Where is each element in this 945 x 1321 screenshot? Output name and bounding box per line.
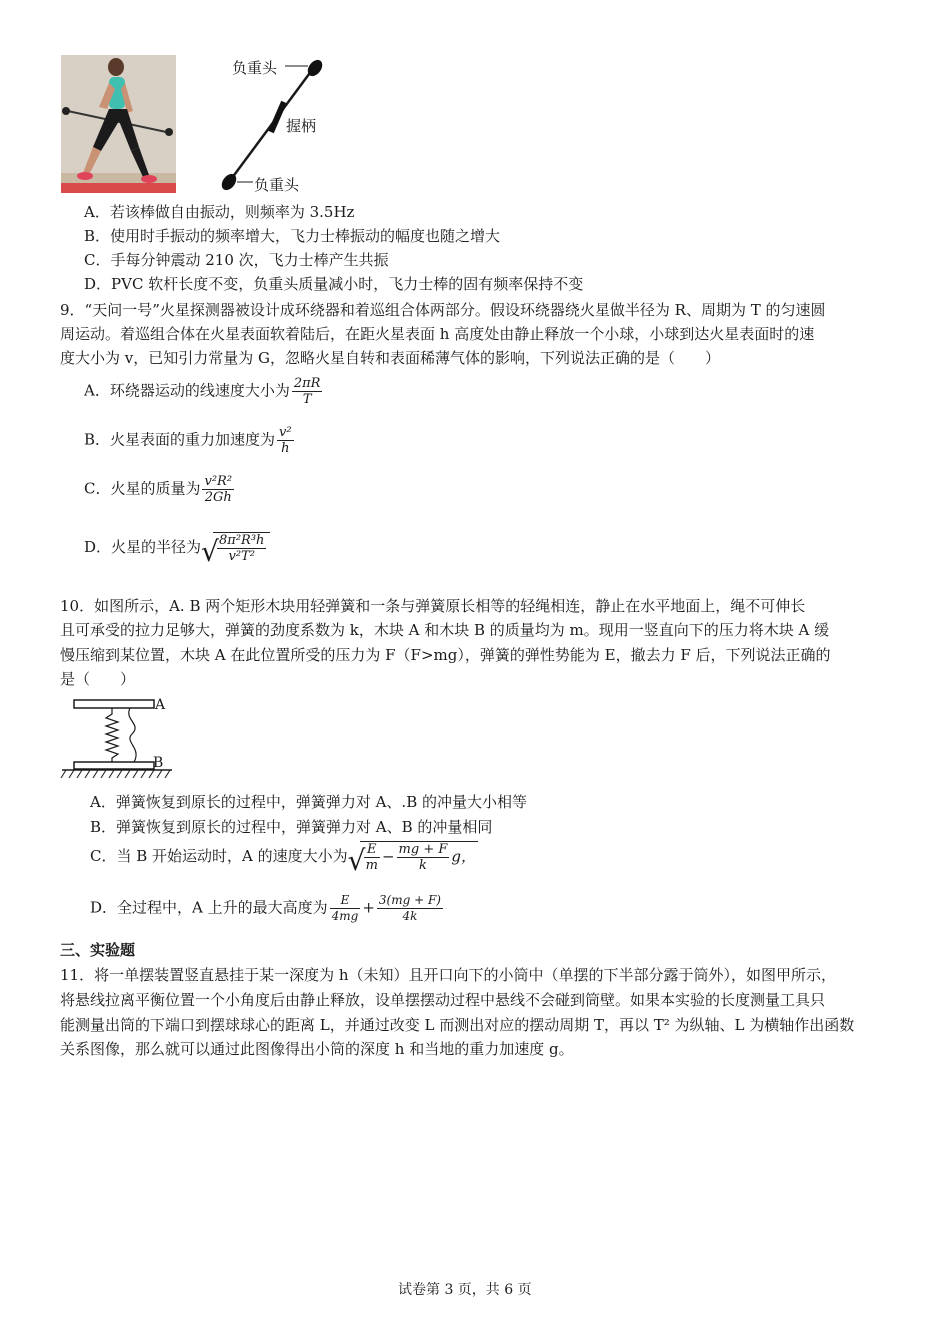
q11-line-3: 能测量出筒的下端口到摆球球心的距离 L，并通过改变 L 而测出对应的摆动周期 T，再以 T² 为纵轴、L 为横轴作出函数 xyxy=(60,1016,855,1034)
spring xyxy=(106,708,118,762)
q11-line-2: 将悬线拉离平衡位置一个小角度后由静止释放，设单摆摆动过程中悬线不会碰到筒壁。如果本实验的长度测量工具只 xyxy=(60,991,826,1009)
q10-option-c-tail: g， xyxy=(451,847,476,866)
q10-stem-line-4: 是（ ） xyxy=(60,670,136,688)
q9-option-a-numerator: 2πR xyxy=(293,376,321,391)
q9-option-b-denominator: h xyxy=(281,441,290,456)
q9-option-d-numerator: 8π²R³h xyxy=(219,533,265,548)
q10-option-d-fraction-1 xyxy=(330,893,361,924)
q10-option-b: B．弹簧恢复到原长的过程中，弹簧弹力对 A、B 的冲量相同 xyxy=(90,818,493,836)
label-weight-head-bottom: 负重头 xyxy=(254,176,300,194)
label-weight-head-top: 负重头 xyxy=(232,59,278,77)
minus-sign: − xyxy=(381,847,395,866)
section-3-title: 三、实验题 xyxy=(60,941,136,959)
q9-option-c-fraction xyxy=(202,474,234,505)
q9-option-b-text: B．火星表面的重力加速度为 xyxy=(84,430,276,449)
q9-option-d xyxy=(84,532,270,568)
ground-hatching xyxy=(61,770,170,778)
q10-stem-line-1: 10．如图所示，A. B 两个矩形木块用轻弹簧和一条与弹簧原长相等的轻绳相连，静止在水平地面上，绳不可伸长 xyxy=(60,597,806,615)
q8-option-d: D．PVC 软杆长度不变，负重头质量减小时，飞力士棒的固有频率保持不变 xyxy=(84,275,584,293)
q9-stem-line-2: 周运动。着巡组合体在火星表面软着陆后，在距火星表面 h 高度处由静止释放一个小球，小球到达火星表面时的速 xyxy=(60,325,815,343)
figure-label-a: A xyxy=(155,697,166,713)
q9-option-d-text: D．火星的半径为 xyxy=(84,538,202,556)
q9-option-a xyxy=(84,376,324,407)
q9-option-a-fraction xyxy=(292,376,323,407)
grip-handle xyxy=(271,102,284,132)
q9-option-d-sqrt xyxy=(201,532,270,568)
q10-option-d-fraction-2-numerator: 3(mg + F) xyxy=(378,893,441,907)
q9-option-d-fraction xyxy=(217,533,266,564)
q9-option-a-denominator: T xyxy=(302,392,312,407)
q10-option-c-fraction-2-numerator: mg + F xyxy=(398,842,448,857)
q9-option-b-numerator: v² xyxy=(279,425,292,440)
q9-option-d-denominator: v²T² xyxy=(228,549,255,564)
athlete-photo xyxy=(61,55,176,193)
q10-option-c-fraction-2-denominator: k xyxy=(419,858,427,873)
radical-sign-icon: √ xyxy=(347,844,366,877)
q10-option-d-fraction-1-numerator: E xyxy=(330,893,361,909)
q10-option-d-fraction-1-denominator: 4mg xyxy=(331,909,359,923)
label-grip: 握柄 xyxy=(286,117,317,135)
q10-stem-line-2: 且可承受的拉力足够大，弹簧的劲度系数为 k，木块 A 和木块 B 的质量均为 m。现用一竖直向下的压力将木块 A 缓 xyxy=(60,621,830,639)
q8-option-c: C．手每分钟震动 210 次，飞力士棒产生共振 xyxy=(84,251,389,269)
figure-label-b: B xyxy=(153,755,164,771)
q10-option-c-sqrt xyxy=(347,841,478,877)
q10-option-d-fraction-2-denominator: 4k xyxy=(402,909,418,923)
q9-option-a-text: A．环绕器运动的线速度大小为 xyxy=(84,381,290,400)
block-b xyxy=(74,762,154,769)
q8-option-b: B．使用时手振动的频率增大，飞力士棒振动的幅度也随之增大 xyxy=(84,227,501,245)
block-a xyxy=(74,700,154,708)
athlete-photo-image xyxy=(61,55,176,193)
q10-option-c-fraction-1 xyxy=(364,842,380,873)
q10-option-d-fraction-2 xyxy=(377,893,443,924)
q9-stem-line-1: 9．“天问一号”火星探测器被设计成环绕器和着巡组合体两部分。假设环绕器绕火星做半径为 R、周期为 T 的匀速圆 xyxy=(60,301,826,319)
q11-line-1: 11．将一单摆装置竖直悬挂于某一深度为 h（未知）且开口向下的小筒中（单摆的下半部分露于筒外），如图甲所示， xyxy=(60,966,837,984)
q9-option-c xyxy=(84,474,236,505)
q9-stem-line-3: 度大小为 v，已知引力常量为 G，忽略火星自转和表面稀薄气体的影响，下列说法正确的是（ ） xyxy=(60,349,720,367)
q10-option-c-text: C．当 B 开始运动时，A 的速度大小为 xyxy=(90,847,348,865)
q10-option-c-fraction-2 xyxy=(397,842,450,873)
plus-sign: + xyxy=(362,898,375,917)
page-footer: 试卷第 3 页，共 6 页 xyxy=(398,1282,532,1298)
q10-option-c-fraction-1-denominator: m xyxy=(365,858,378,873)
q9-option-c-denominator: 2Gh xyxy=(204,490,232,505)
rope xyxy=(129,708,136,762)
q10-option-a: A．弹簧恢复到原长的过程中，弹簧弹力对 A、.B 的冲量大小相等 xyxy=(90,793,527,811)
q9-option-b xyxy=(84,425,296,456)
q10-option-c-fraction-1-numerator: E xyxy=(364,842,380,858)
q10-option-c xyxy=(90,841,478,877)
q9-option-b-fraction xyxy=(277,425,294,456)
q8-option-a: A．若该棒做自由振动，则频率为 3.5Hz xyxy=(84,203,355,221)
q9-option-c-text: C．火星的质量为 xyxy=(84,479,201,498)
q9-option-c-numerator: v²R² xyxy=(204,474,233,489)
q10-option-d-text: D．全过程中，A 上升的最大高度为 xyxy=(90,898,328,917)
q10-option-d xyxy=(90,893,445,924)
radical-sign-icon: √ xyxy=(201,535,219,568)
q11-line-4: 关系图像，那么就可以通过此图像得出小筒的深度 h 和当地的重力加速度 g。 xyxy=(60,1040,574,1058)
q10-stem-line-3: 慢压缩到某位置，木块 A 在此位置所受的压力为 F（F>mg），弹簧的弹性势能为 E，撤去力 F 后，下列说法正确的 xyxy=(60,646,831,664)
